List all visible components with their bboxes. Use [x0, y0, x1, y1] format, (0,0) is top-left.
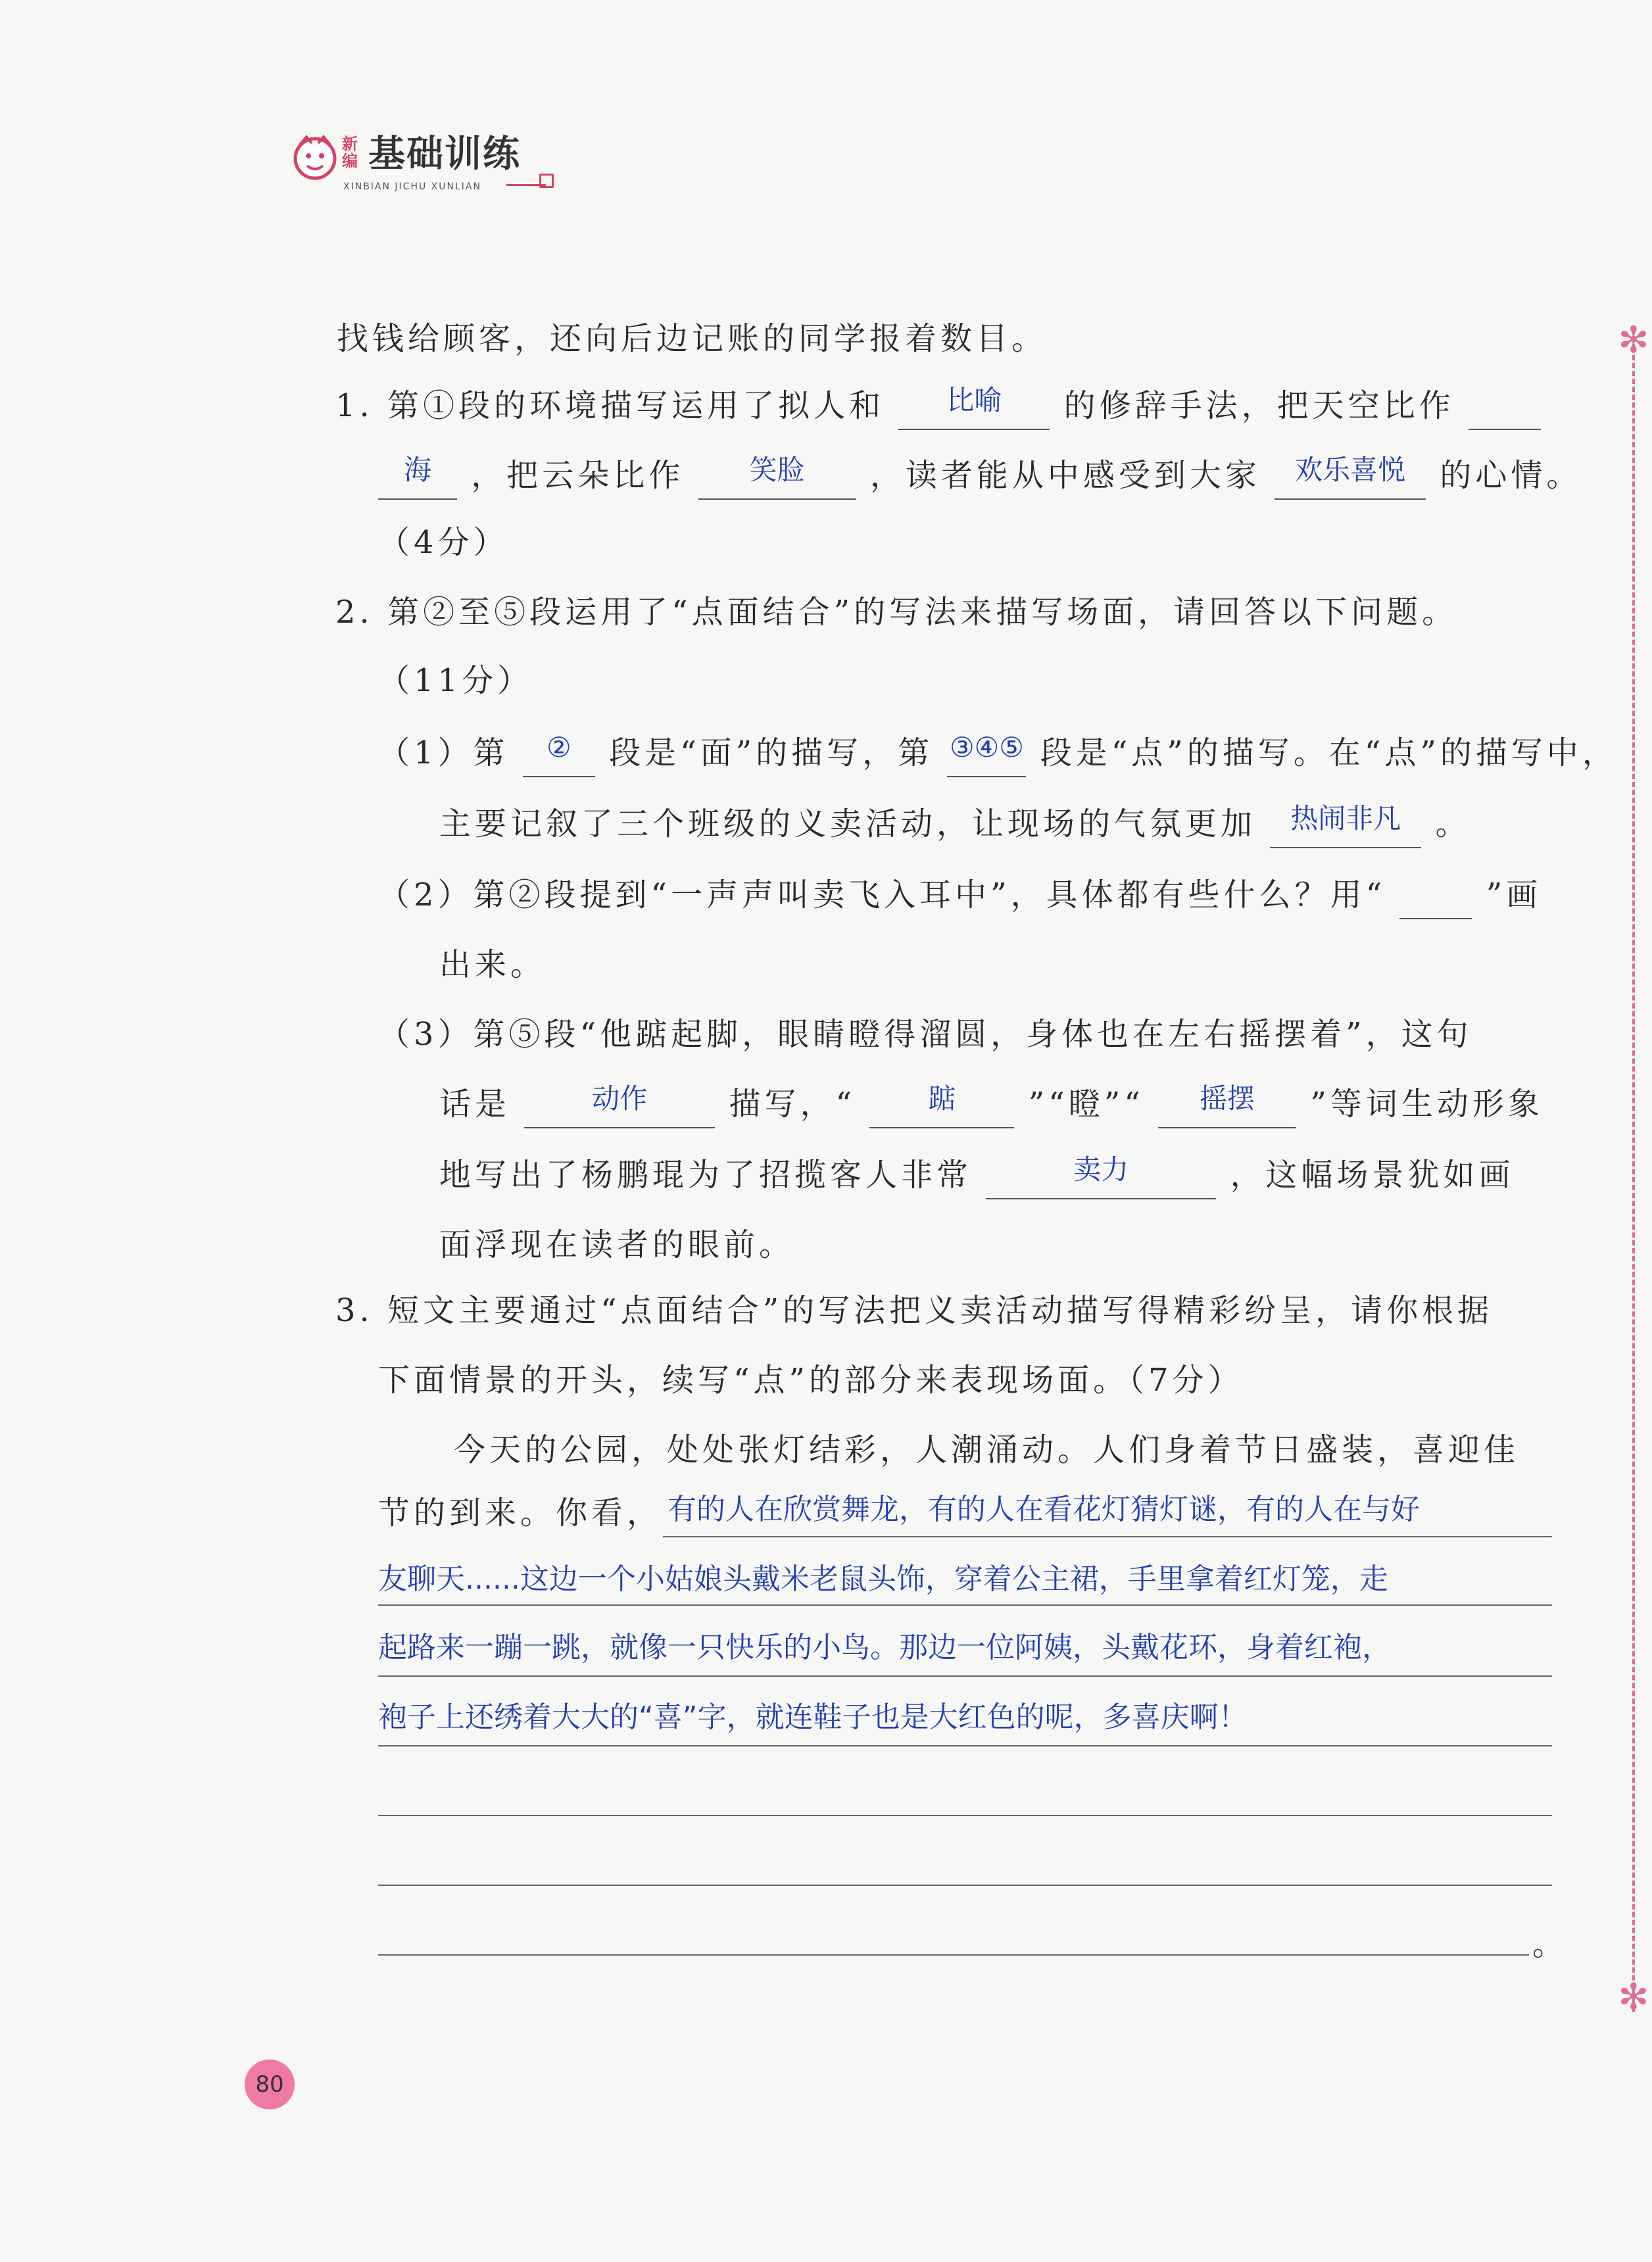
q2-number: 2. — [335, 594, 374, 631]
q3-prompt-1: 今天的公园，处处张灯结彩，人潮涌动。人们身着节日盛装，喜迎佳 — [454, 1432, 1520, 1468]
book-header — [289, 132, 539, 204]
q2-sub1-line-1: （1）第 ② 段是“面”的描写，第 ③④⑤ 段是“点”的描写。在“点”的描写中， — [378, 730, 1618, 777]
writing-rule[interactable] — [378, 1604, 1552, 1606]
writing-rule[interactable] — [378, 1954, 1529, 1956]
mascot-logo-icon — [289, 132, 341, 183]
q1-answer-2: 海 — [403, 454, 431, 486]
q2-sub1-blank-2[interactable] — [947, 730, 1026, 777]
header-decoration — [506, 175, 546, 186]
q2-sub1-answer-1: ② — [546, 731, 571, 763]
q1-blank-1[interactable] — [898, 383, 1050, 430]
q3-answer-line-3: 起路来一蹦一跳，就像一只快乐的小鸟。那边一位阿姨，头戴花环，身着红袍， — [378, 1631, 1391, 1664]
q2-sub3-answer-3: 摇摆 — [1200, 1082, 1255, 1115]
q1-line-2: 海 ，把云朵比作 笑脸 ，读者能从中感受到大家 欢乐喜悦 的心情。 — [378, 452, 1582, 500]
q2-sub2-line-1: （2）第②段提到“一声声叫卖飞入耳中”，具体都有些什么？用“ ”画 — [378, 872, 1542, 919]
q1-answer-3: 笑脸 — [749, 454, 805, 486]
logo-xinbian: 新编 — [342, 135, 358, 170]
q1-answer-1: 比喻 — [946, 384, 1002, 416]
q3-answer-line-2: 友聊天......这边一个小姑娘头戴米老鼠头饰，穿着公主裙，手里拿着红灯笼，走 — [378, 1562, 1388, 1596]
q2-sub1-blank-3[interactable] — [1270, 801, 1421, 848]
q3-answer-line-4: 袍子上还绣着大大的“喜”字，就连鞋子也是大红色的呢，多喜庆啊！ — [378, 1700, 1248, 1734]
q2-sub3-blank-4[interactable] — [986, 1152, 1216, 1199]
q3-line-1: 3. 短文主要通过“点面结合”的写法把义卖活动描写得精彩纷呈，请你根据 — [335, 1287, 1493, 1334]
q2-sub1-blank-1[interactable] — [523, 730, 595, 777]
q2-sub1-line-2: 主要记叙了三个班级的义卖活动，让现场的气氛更加 热闹非凡 。 — [439, 801, 1471, 848]
q1-blank-4[interactable] — [1275, 452, 1426, 500]
q2-sub2-blank[interactable] — [1399, 872, 1472, 919]
q2-sub2-line-2: 出来。 — [439, 946, 547, 983]
q1-line-1: 1. 第①段的环境描写运用了拟人和 比喻 的修辞手法，把天空比作 — [335, 383, 1541, 430]
q1-blank-3[interactable] — [698, 452, 856, 500]
writing-rule[interactable] — [378, 1675, 1552, 1677]
q2-sub3-line-2: 话是 动作 描写，“ 踮 ”“瞪”“ 摇摆 ”等词生动形象 — [439, 1081, 1543, 1128]
writing-rule[interactable] — [378, 1815, 1552, 1816]
edge-dashed-line — [1632, 355, 1635, 2012]
q2-sub3-answer-4: 卖力 — [1073, 1153, 1129, 1186]
q2-sub1-answer-3: 热闹非凡 — [1290, 802, 1401, 834]
q3-end-mark: 。 — [1532, 1926, 1568, 1963]
q2-sub3-blank-2[interactable] — [869, 1081, 1014, 1128]
edge-star-icon: ✻ — [1618, 319, 1649, 362]
q2-sub1-answer-2: ③④⑤ — [949, 731, 1024, 763]
writing-rule[interactable] — [378, 1745, 1552, 1746]
q2-sub3-line-3: 地写出了杨鹏琨为了招揽客人非常 卖力 ，这幅场景犹如画 — [439, 1152, 1515, 1199]
q1-score: （4分） — [378, 524, 509, 561]
book-title: 基础训练 — [368, 133, 521, 176]
q2-sub3-answer-2: 踮 — [928, 1082, 956, 1115]
edge-star-icon: ✻ — [1618, 1976, 1649, 2019]
q1-blank-2-cont[interactable] — [378, 452, 457, 500]
q2-sub3-blank-1[interactable] — [524, 1081, 715, 1128]
book-title-pinyin: XINBIAN JICHU XUNLIAN — [343, 181, 481, 192]
q3-answer-line-1: 有的人在欣赏舞龙，有的人在看花灯猜灯谜，有的人在与好 — [668, 1493, 1420, 1526]
q3-number: 3. — [335, 1292, 374, 1329]
intro-line: 找钱给顾客，还向后边记账的同学报着数目。 — [337, 320, 1048, 357]
q1-number: 1. — [335, 387, 374, 424]
q2-line-1: 2. 第②至⑤段运用了“点面结合”的写法来描写场面，请回答以下问题。 — [335, 589, 1457, 635]
q2-sub3-blank-3[interactable] — [1158, 1081, 1296, 1128]
q3-line-2: 下面情景的开头，续写“点”的部分来表现场面。（7分） — [378, 1362, 1244, 1399]
q2-sub3-line-1: （3）第⑤段“他踮起脚，眼睛瞪得溜圆，身体也在左右摇摆着”，这句 — [378, 1016, 1472, 1053]
q2-sub3-line-4: 面浮现在读者的眼前。 — [439, 1226, 795, 1263]
writing-rule[interactable] — [663, 1536, 1552, 1537]
q2-sub3-answer-1: 动作 — [592, 1082, 648, 1115]
page-number: 80 — [245, 2059, 295, 2109]
q2-score: （11分） — [378, 662, 533, 699]
writing-rule[interactable] — [378, 1885, 1552, 1886]
q1-answer-4: 欢乐喜悦 — [1295, 454, 1406, 486]
q3-prompt-2: 节的到来。你看， — [378, 1495, 663, 1531]
q1-blank-2[interactable] — [1469, 383, 1541, 430]
